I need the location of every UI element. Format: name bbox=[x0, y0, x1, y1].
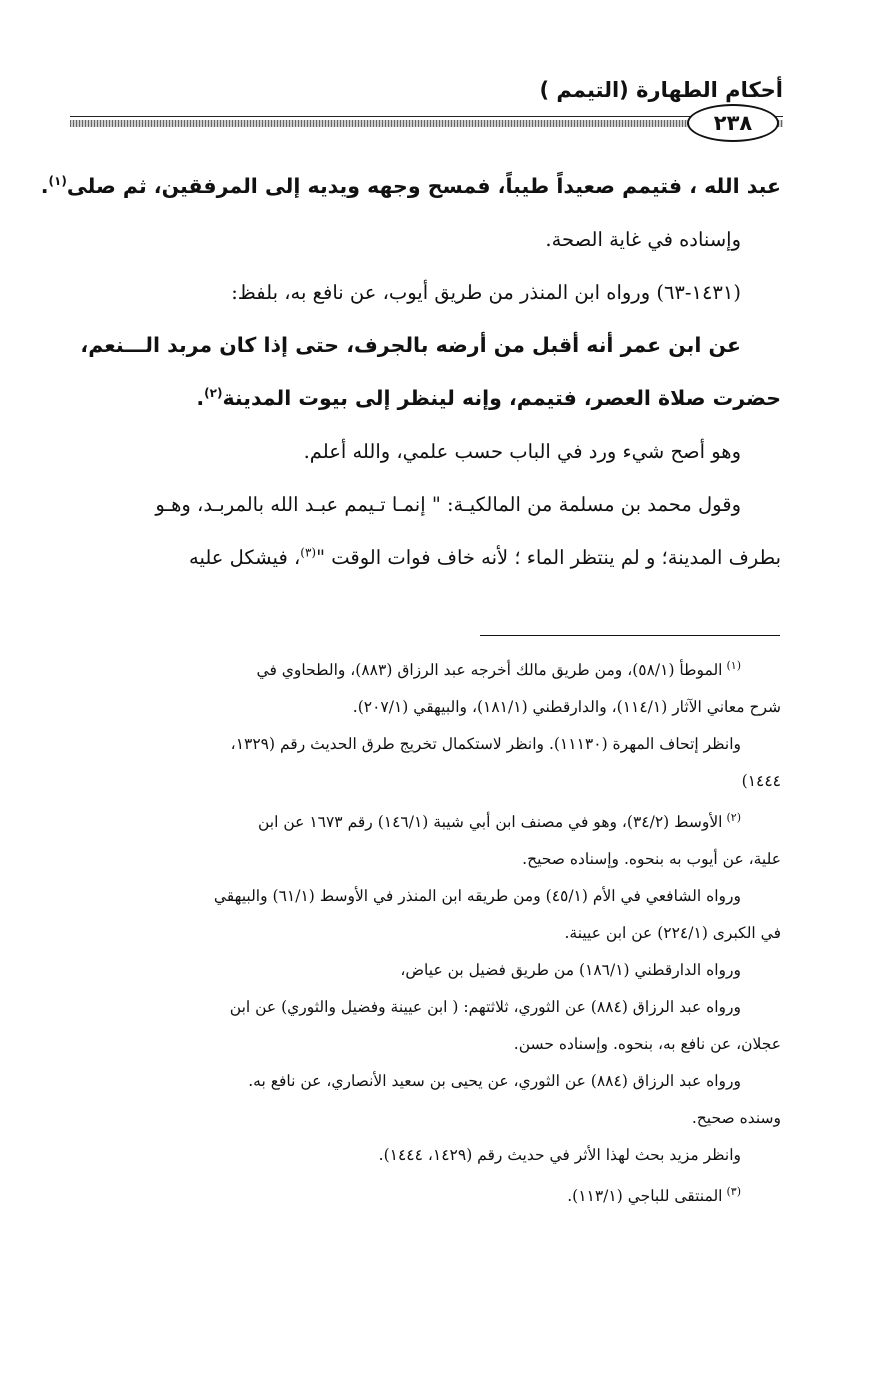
footnote-ref[interactable]: (٢) bbox=[204, 386, 223, 401]
header-rule bbox=[70, 116, 783, 117]
body-line-tail: ، فيشكل عليه bbox=[189, 546, 301, 569]
body-line bbox=[40, 160, 781, 213]
footnote-separator bbox=[480, 635, 780, 636]
body-line-tail: . bbox=[196, 386, 205, 410]
body-line bbox=[72, 425, 781, 478]
body-line bbox=[72, 531, 781, 584]
body-line-text: (١٤٣١-٦٣) ورواه ابن المنذر من طريق أيوب، عن نافع به، بلفظ: bbox=[231, 281, 741, 304]
body-line-tail: . bbox=[40, 174, 49, 198]
footnote-ref[interactable]: (٣) bbox=[300, 545, 317, 560]
body-line-text: بطرف المدينة؛ و لم ينتظر الماء ؛ لأنه خاف فوات الوقت " bbox=[316, 546, 781, 569]
footnote-line bbox=[70, 1026, 781, 1063]
footnote-text: ورواه الدارقطني (١٨٦/١) من طريق فضيل بن عياض، bbox=[400, 961, 741, 979]
page-header bbox=[70, 78, 783, 148]
body-line-text: وإسناده في غاية الصحة. bbox=[545, 228, 741, 251]
footnote-line bbox=[70, 915, 781, 952]
footnote-line bbox=[70, 804, 781, 841]
footnote-text: عجلان، عن نافع به، بنحوه. وإسناده حسن. bbox=[513, 1035, 781, 1053]
main-text bbox=[40, 160, 781, 584]
footnote-text: في الكبرى (٢٢٤/١) عن ابن عيينة. bbox=[564, 924, 781, 942]
body-line-text: حضرت صلاة العصر، فتيمم، وإنه لينظر إلى بيوت المدينة bbox=[222, 386, 781, 410]
body-line-text: وقول محمد بن مسلمة من المالكيـة: " إنمـا تـيمم عبـد الله بالمربـد، وهـو bbox=[155, 493, 741, 516]
running-title: أحكام الطهارة (التيمم ) bbox=[539, 78, 783, 102]
footnote-line bbox=[70, 1178, 781, 1215]
footnote-text: ١٤٤٤) bbox=[741, 772, 781, 790]
footnote-text: ورواه عبد الرزاق (٨٨٤) عن الثوري، عن يحيى بن سعيد الأنصاري، عن نافع به. bbox=[248, 1072, 741, 1090]
body-line bbox=[72, 319, 781, 372]
footnote-text: ورواه عبد الرزاق (٨٨٤) عن الثوري، ثلاثتهم: ( ابن عيينة وفضيل والثوري) عن ابن bbox=[229, 998, 741, 1016]
footnote-line bbox=[70, 726, 781, 763]
footnote-line bbox=[70, 763, 781, 800]
body-line bbox=[72, 478, 781, 531]
footnote-number: (١) bbox=[726, 658, 741, 672]
footnote-ref[interactable]: (١) bbox=[48, 174, 67, 189]
footnote-line bbox=[70, 652, 781, 689]
footnote-line bbox=[70, 1100, 781, 1137]
footnote-text: ورواه الشافعي في الأم (٤٥/١) ومن طريقه ابن المنذر في الأوسط (٦١/١) والبيهقي bbox=[213, 887, 741, 905]
footnote-text: وانظر إتحاف المهرة (١١١٣٠). وانظر لاستكمال تخريج طرق الحديث رقم (١٣٢٩، bbox=[230, 735, 741, 753]
footnote-line bbox=[70, 689, 781, 726]
footnote-text: الأوسط (٣٤/٢)، وهو في مصنف ابن أبي شيبة (١٤٦/١) رقم ١٦٧٣ عن ابن bbox=[258, 813, 723, 831]
footnote-line bbox=[70, 841, 781, 878]
footnote-line bbox=[70, 952, 781, 989]
header-hatched-rule bbox=[70, 120, 783, 127]
body-line bbox=[72, 266, 781, 319]
body-line-text: عن ابن عمر أنه أقبل من أرضه بالجرف، حتى إذا كان مربد الـــنعم، bbox=[80, 333, 741, 357]
footnote-line bbox=[70, 1137, 781, 1174]
body-line-text: وهو أصح شيء ورد في الباب حسب علمي، والله أعلم. bbox=[303, 440, 741, 463]
footnote-line bbox=[70, 1063, 781, 1100]
footnote-text: علية، عن أيوب به بنحوه. وإسناده صحيح. bbox=[522, 850, 781, 868]
footnote-text: شرح معاني الآثار (١١٤/١)، والدارقطني (١٨١/١)، والبيهقي (٢٠٧/١). bbox=[352, 698, 781, 716]
page-number: ٢٣٨ bbox=[687, 104, 779, 142]
footnote-line bbox=[70, 878, 781, 915]
footnote-text: الموطأ (٥٨/١)، ومن طريق مالك أخرجه عبد الرزاق (٨٨٣)، والطحاوي في bbox=[256, 661, 723, 679]
body-line bbox=[72, 213, 781, 266]
footnote-line bbox=[70, 989, 781, 1026]
footnote-text: المنتقى للباجي (١١٣/١). bbox=[567, 1187, 723, 1205]
footnote-number: (٣) bbox=[726, 1184, 741, 1198]
footnotes bbox=[70, 652, 781, 1215]
footnote-text: وانظر مزيد بحث لهذا الأثر في حديث رقم (١٤٢٩، ١٤٤٤). bbox=[378, 1146, 741, 1164]
footnote-number: (٢) bbox=[726, 810, 741, 824]
footnote-text: وسنده صحيح. bbox=[691, 1109, 781, 1127]
body-line-text: عبد الله ، فتيمم صعيداً طيباً، فمسح وجهه ويديه إلى المرفقين، ثم صلى bbox=[66, 174, 781, 198]
body-line bbox=[72, 372, 781, 425]
